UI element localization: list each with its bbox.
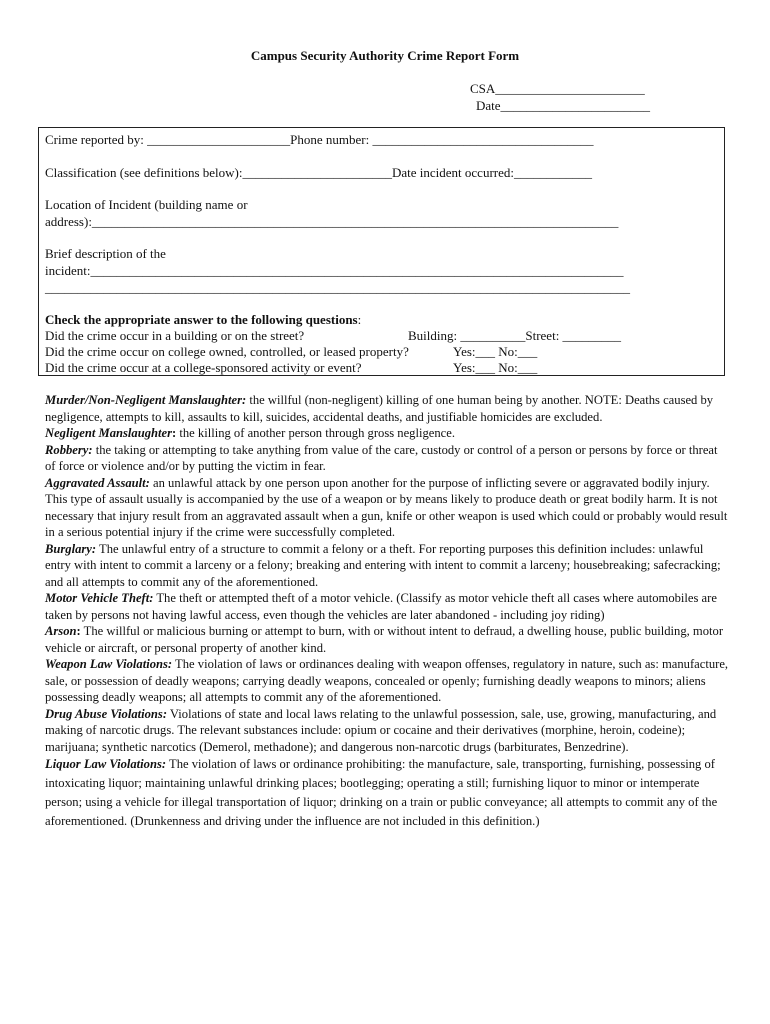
- definition-weapon-law-violations: Weapon Law Violations: The violation of laws or ordinances dealing with weapon offenses, regulatory in nature, such as: manufacture, sale, or possession of deadly weapons; carrying deadly weapons, concealed or openly; furnishing deadly weapons to minors; aliens possessing deadly weapons; all attempts to commit any of the aforementioned.: [45, 657, 729, 704]
- location-label: Location of Incident (building name or: [45, 197, 248, 212]
- definition-burglary: Burglary: The unlawful entry of a structure to commit a felony or a theft. For reporting purposes this definition includes: unlawful entry with intent to commit a larceny or a felony; breaking and entering with intent to commit a larceny; housebreaking; safecracking; and all attempts to commit any of the aforementioned.: [45, 541, 721, 589]
- definition-drug-abuse-violations: Drug Abuse Violations: Violations of state and local laws relating to the unlawful possession, sale, use, growing, manufacturing, and making of narcotic drugs. The relevant substances include: opium or cocaine and their derivatives (morphine, heroin, codeine); marijuana; synthetic narcotics (Demerol, methadone); and dangerous non-narcotic drugs (barbiturates, Benzedrine).: [45, 706, 717, 754]
- question-1: Did the crime occur in a building or on the street?: [45, 328, 305, 343]
- definition-murder: Murder/Non-Negligent Manslaughter: the willful (non-negligent) killing of one human being by another. NOTE: Deaths caused by negligence, attempts to kill, assaults to kill, suicides, accidental deaths, and justifiable homicides are excluded.: [45, 393, 714, 424]
- definition-motor-vehicle-theft: Motor Vehicle Theft: The theft or attempted theft of a motor vehicle. (Classify as motor vehicle theft all cases where automobiles are taken by persons not having lawful access, even though the vehicles are later abandoned - including joy riding): [45, 591, 717, 622]
- location-field[interactable]: address):_________________________________________________________________________________: [45, 214, 619, 229]
- question-3-answer[interactable]: Yes:___ No:___: [453, 360, 538, 375]
- definitions-section: [45, 392, 730, 831]
- definition-robbery: Robbery: the taking or attempting to take anything from value of the care, custody or control of a person or persons by force or threat of force or violence and/or by putting the victim in fear.: [45, 442, 718, 473]
- page-title: Campus Security Authority Crime Report Form: [250, 48, 520, 63]
- description-field[interactable]: incident:__________________________________________________________________________________: [45, 263, 624, 278]
- report-form-box: [38, 127, 725, 376]
- questions-heading-text: Check the appropriate answer to the following questions: [45, 312, 358, 327]
- questions-heading: [45, 312, 361, 328]
- question-3: Did the crime occur at a college-sponsored activity or event?: [45, 360, 362, 375]
- csa-header-block: [470, 80, 650, 114]
- crime-reported-by-field[interactable]: Crime reported by: ______________________Phone number: __________________________________: [45, 132, 594, 147]
- definition-arson: Arson: The willful or malicious burning or attempt to burn, with or without intent to defraud, a dwelling house, public building, motor vehicle or aircraft, or personal property of another kind.: [45, 624, 724, 655]
- definition-negligent-manslaughter: Negligent Manslaughter: the killing of another person through gross negligence.: [45, 426, 455, 440]
- question-2-answer[interactable]: Yes:___ No:___: [453, 344, 538, 359]
- definition-liquor-law-violations: Liquor Law Violations: The violation of laws or ordinance prohibiting: the manufacture, sale, transporting, furnishing, possessing of intoxicating liquor; maintaining unlawful drinking places; bootlegging; operating a still; furnishing liquor to minor or intemperate person; using a vehicle for illegal transportation of liquor; drinking on a train or public conveyance; all attempts to commit any of the aforementioned. (Drunkenness and driving under the influence are not included in this definition.): [45, 757, 718, 828]
- question-1-answer[interactable]: Building: __________Street: _________: [408, 328, 622, 343]
- definition-aggravated-assault: Aggravated Assault: an unlawful attack by one person upon another for the purpose of inflicting severe or aggravated bodily injury. This type of assault usually is accompanied by the use of a weapon or by means likely to produce death or great bodily harm. It is not necessary that injury result from an aggravated assault when a gun, knife or other weapon is used which could or probably would result in a serious potential injury if the crime were successfully completed.: [45, 475, 728, 539]
- description-label: Brief description of the: [45, 246, 166, 261]
- description-field-line-2[interactable]: __________________________________________________________________________________________: [45, 280, 630, 295]
- questions-heading-colon: :: [357, 312, 362, 327]
- question-2: Did the crime occur on college owned, controlled, or leased property?: [45, 344, 409, 359]
- csa-field[interactable]: CSA_______________________: [470, 81, 645, 96]
- date-field[interactable]: Date_______________________: [476, 98, 651, 113]
- classification-field[interactable]: Classification (see definitions below):_______________________Date incident occurred:____________: [45, 165, 592, 180]
